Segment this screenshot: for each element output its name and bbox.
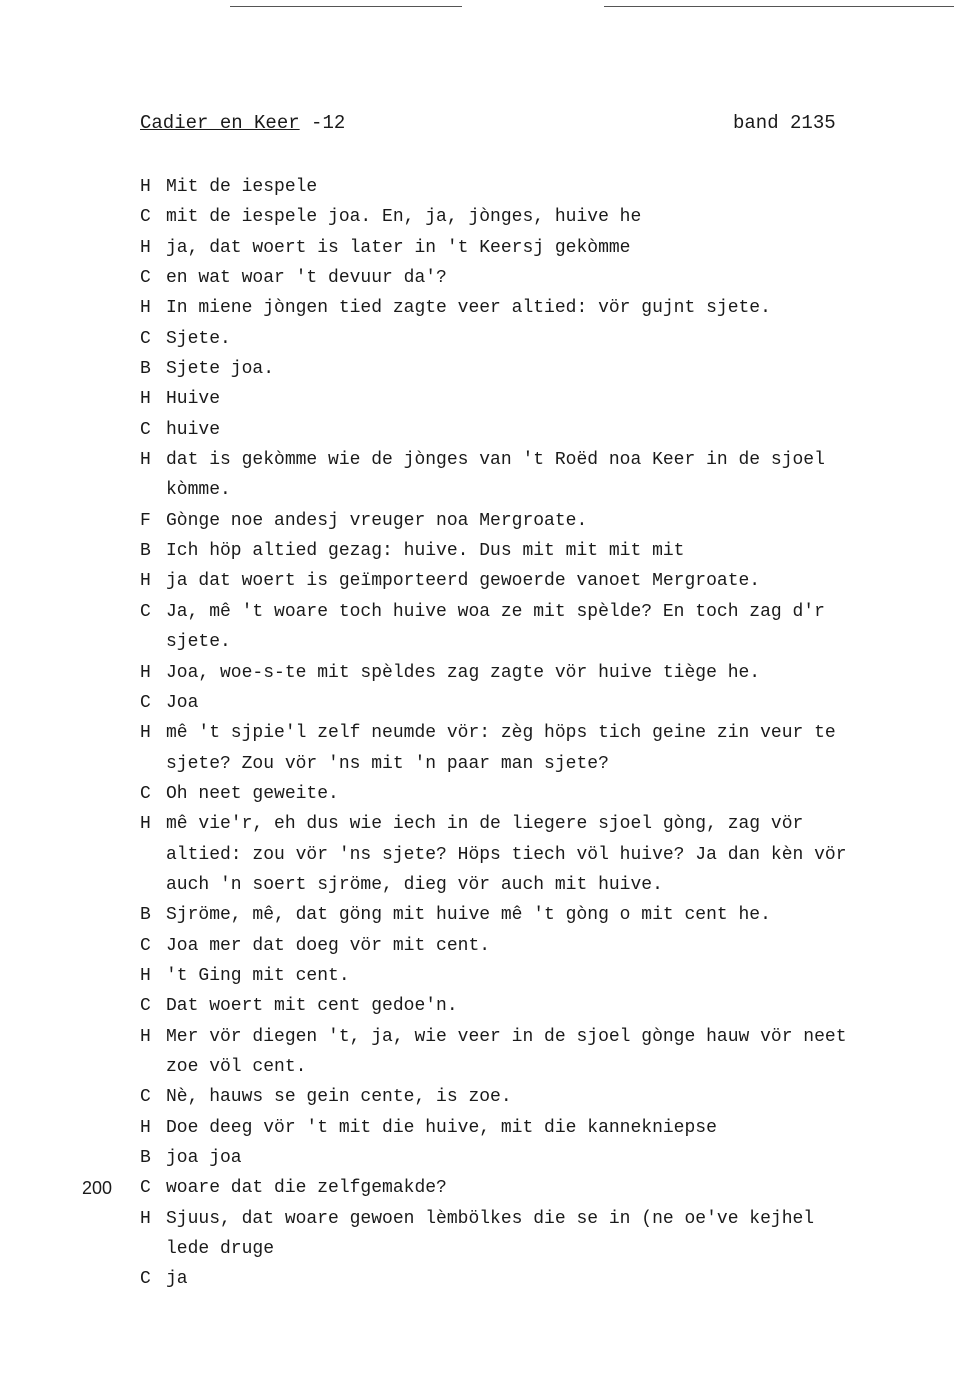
transcript-line <box>0 1082 954 1112</box>
line-text: ja <box>166 1269 188 1290</box>
line-text: Mit de iespele <box>166 177 318 197</box>
line-text: Sjete joa. <box>166 359 275 380</box>
speaker-label: C <box>140 1178 151 1199</box>
speaker-label: H <box>140 389 151 410</box>
top-rule-left <box>230 6 462 7</box>
transcript-line <box>0 445 954 475</box>
speaker-label: C <box>140 692 151 713</box>
speaker-label: C <box>140 419 151 440</box>
transcript-line <box>0 202 954 232</box>
speaker-label: C <box>140 1087 151 1108</box>
line-text: Sjröme, mê, dat göng mit huive mê 't gòng o mit cent he. <box>166 905 771 926</box>
speaker-label: H <box>140 965 151 986</box>
line-text: woare dat die zelfgemakde? <box>166 1178 447 1199</box>
line-text: Doe deeg vör 't mit die huive, mit die kannekniepse <box>166 1117 717 1138</box>
transcript-line <box>0 1264 954 1294</box>
transcript-line <box>0 1022 954 1052</box>
transcript-line <box>0 263 954 293</box>
speaker-label: H <box>140 571 151 592</box>
line-text: ja, dat woert is later in 't Keersj gekòmme <box>166 237 631 258</box>
speaker-label: H <box>140 177 151 197</box>
transcript-line <box>0 627 954 657</box>
transcript-line <box>0 900 954 930</box>
transcript-line <box>0 658 954 688</box>
speaker-label: C <box>140 268 151 289</box>
transcript-line <box>0 354 954 384</box>
speaker-label: C <box>140 207 151 228</box>
transcript-line <box>0 536 954 566</box>
line-text: Ich höp altied gezag: huive. Dus mit mit mit mit <box>166 541 685 562</box>
speaker-label: H <box>140 1117 151 1138</box>
transcript-line <box>0 749 954 779</box>
transcript <box>0 172 954 1295</box>
line-text: Sjuus, dat woare gewoen lèmbölkes die se in (ne oe've kejhel <box>166 1208 815 1229</box>
line-text: auch 'n soert sjröme, dieg vör auch mit huive. <box>166 874 663 895</box>
line-text: zoe völ cent. <box>166 1056 307 1077</box>
line-number: 200 <box>82 1178 113 1199</box>
speaker-label: B <box>140 541 151 562</box>
transcript-line <box>0 324 954 354</box>
line-text: altied: zou vör 'ns sjete? Höps tiech völ huive? Ja dan kèn vör <box>166 844 847 865</box>
speaker-label: B <box>140 1148 151 1168</box>
transcript-line <box>0 991 954 1021</box>
speaker-label: C <box>140 1269 151 1290</box>
transcript-line <box>0 931 954 961</box>
speaker-label: H <box>140 450 151 471</box>
speaker-label: C <box>140 996 151 1017</box>
speaker-label: H <box>140 1026 151 1047</box>
line-text: en wat woar 't devuur da'? <box>166 268 447 289</box>
transcript-line <box>0 1173 954 1203</box>
transcript-line <box>0 870 954 900</box>
line-text: ja dat woert is geïmporteerd gewoerde vanoet Mergroate. <box>166 571 761 592</box>
speaker-label: C <box>140 601 151 622</box>
line-text: joa joa <box>166 1148 242 1168</box>
transcript-line <box>0 809 954 839</box>
transcript-line <box>0 233 954 263</box>
speaker-label: F <box>140 510 151 531</box>
page-header <box>140 112 345 134</box>
line-text: Joa <box>166 692 199 713</box>
transcript-line <box>0 475 954 505</box>
line-text: Joa mer dat doeg vör mit cent. <box>166 935 491 956</box>
transcript-line <box>0 718 954 748</box>
speaker-label: H <box>140 298 151 319</box>
line-text: dat is gekòmme wie de jònges van 't Roëd noa Keer in de sjoel <box>166 450 825 471</box>
line-text: Huive <box>166 389 221 410</box>
line-text: sjete. <box>166 632 231 653</box>
top-rule-right <box>604 6 954 7</box>
line-text: mê 't sjpie'l zelf neumde vör: zèg höps tich geine zin veur te <box>166 723 836 744</box>
transcript-line <box>0 1234 954 1264</box>
transcript-line <box>0 384 954 414</box>
speaker-label: C <box>140 783 151 804</box>
speaker-label: H <box>140 662 151 683</box>
speaker-label: B <box>140 359 151 380</box>
line-text: Dat woert mit cent gedoe'n. <box>166 996 458 1017</box>
transcript-line <box>0 779 954 809</box>
line-text: 't Ging mit cent. <box>166 965 350 986</box>
transcript-line <box>0 1113 954 1143</box>
line-text: lede druge <box>166 1239 275 1260</box>
header-band: band 2135 <box>733 112 836 134</box>
transcript-line <box>0 961 954 991</box>
line-text: mê vie'r, eh dus wie iech in de liegere sjoel gòng, zag vör <box>166 814 804 835</box>
line-text: Ja, mê 't woare toch huive woa ze mit spèlde? En toch zag d'r <box>166 601 825 622</box>
speaker-label: H <box>140 723 151 744</box>
speaker-label: B <box>140 905 151 926</box>
line-text: mit de iespele joa. En, ja, jònges, huive he <box>166 207 642 228</box>
transcript-line <box>0 566 954 596</box>
speaker-label: H <box>140 814 151 835</box>
transcript-line <box>0 688 954 718</box>
transcript-line <box>0 506 954 536</box>
line-text: In miene jòngen tied zagte veer altied: vör gujnt sjete. <box>166 298 771 319</box>
speaker-label: C <box>140 935 151 956</box>
transcript-line <box>0 597 954 627</box>
line-text: huive <box>166 419 221 440</box>
transcript-line <box>0 293 954 323</box>
speaker-label: H <box>140 1208 151 1229</box>
line-text: sjete? Zou vör 'ns mit 'n paar man sjete? <box>166 753 609 774</box>
line-text: Mer vör diegen 't, ja, wie veer in de sjoel gònge hauw vör neet <box>166 1026 847 1047</box>
transcript-line <box>0 1052 954 1082</box>
header-title: Cadier en Keer <box>140 112 300 134</box>
transcript-line <box>0 415 954 445</box>
header-page-number: -12 <box>311 112 346 134</box>
transcript-line <box>0 172 954 202</box>
speaker-label: C <box>140 328 151 349</box>
line-text: kòmme. <box>166 480 231 501</box>
speaker-label: H <box>140 237 151 258</box>
line-text: Oh neet geweite. <box>166 783 339 804</box>
transcript-line <box>0 840 954 870</box>
line-text: Sjete. <box>166 328 231 349</box>
line-text: Joa, woe-s-te mit spèldes zag zagte vör huive tiège he. <box>166 662 761 683</box>
transcript-line <box>0 1204 954 1234</box>
line-text: Gònge noe andesj vreuger noa Mergroate. <box>166 510 588 531</box>
line-text: Nè, hauws se gein cente, is zoe. <box>166 1087 512 1108</box>
transcript-line <box>0 1143 954 1173</box>
